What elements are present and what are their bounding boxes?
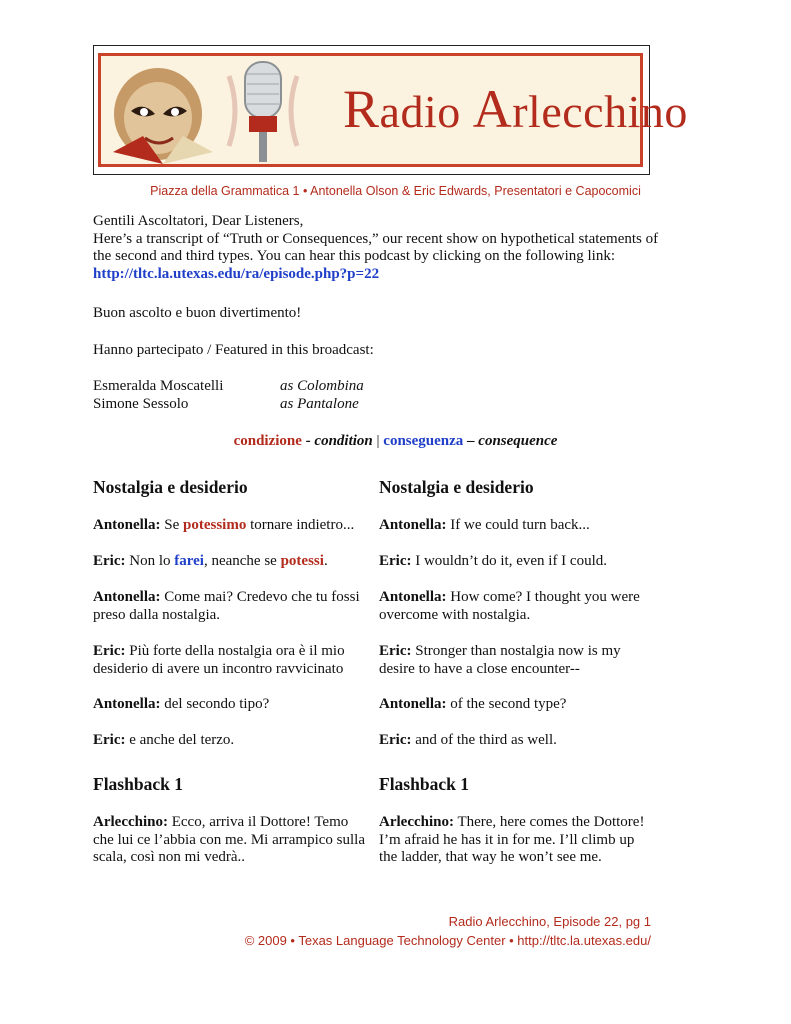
text: tornare indietro... [246, 517, 355, 533]
text: of the second type? [446, 696, 567, 712]
title-letter-r: R [343, 79, 380, 139]
section-heading-en: Nostalgia e desiderio [379, 477, 534, 497]
subtitle: Piazza della Grammatica 1 • Antonella Olson & Eric Edwards, Presentatori e Capocomici [150, 184, 641, 198]
buon-ascolto: Buon ascolto e buon divertimento! [93, 305, 302, 321]
section-heading-it: Flashback 1 [93, 774, 183, 794]
legend-sep: - [301, 433, 315, 449]
text: Più forte della nostalgia ora è il mio desiderio di avere un incontro ravvicinato [93, 643, 345, 677]
section-heading-en: Flashback 1 [379, 774, 469, 794]
intro-line-1: Here’s a transcript of “Truth or Consequences,” our recent show on hypothetical statements of [93, 230, 659, 247]
condition-word: potessi [280, 553, 324, 569]
speaker: Eric: [379, 553, 412, 569]
text: How come? I thought you were overcome with nostalgia. [379, 589, 640, 623]
podcast-link[interactable]: http://tltc.la.utexas.edu/ra/episode.php?p=22 [93, 265, 380, 282]
dialogue-en [379, 517, 664, 535]
speaker: Eric: [93, 553, 126, 569]
text: There, here comes the Dottore! I’m afraid he has it in for me. I’ll climb up the ladder, that way he won’t see me. [379, 814, 645, 865]
dialogue-en [379, 553, 664, 571]
banner-title [343, 78, 688, 140]
text: del secondo tipo? [160, 696, 270, 712]
dialogue-it [93, 553, 368, 571]
speaker: Antonella: [379, 589, 447, 605]
text: If we could turn back... [446, 517, 590, 533]
harlequin-mascot-icon [103, 56, 223, 164]
text: Stronger than nostalgia now is my desire to have a close encounter-- [379, 643, 621, 677]
section-heading-it: Nostalgia e desiderio [93, 477, 248, 497]
cast-role: as Colombina [280, 378, 364, 394]
intro-paragraph [93, 213, 658, 283]
legend-condition: condition [314, 433, 373, 449]
legend-sep: – [463, 433, 479, 449]
dialogue-en [379, 696, 664, 714]
cast-name: Simone Sessolo [93, 395, 189, 412]
dialogue-it [93, 517, 368, 535]
text: e anche del terzo. [125, 732, 235, 748]
footer-copyright: © 2009 • Texas Language Technology Center • http://tltc.la.utexas.edu/ [244, 933, 651, 948]
dialogue-en [379, 814, 654, 867]
text: Se [160, 517, 183, 533]
legend-conseguenza: conseguenza [383, 433, 464, 449]
dialogue-it [93, 696, 368, 714]
text: I wouldn’t do it, even if I could. [411, 553, 608, 569]
microphone-icon [221, 56, 311, 164]
dialogue-it [93, 643, 363, 678]
title-text-2: rlecchino [512, 86, 688, 137]
speaker: Antonella: [379, 517, 447, 533]
featured-label: Hanno partecipato / Featured in this broadcast: [93, 342, 374, 358]
dialogue-en [379, 732, 664, 750]
speaker: Antonella: [379, 696, 447, 712]
speaker: Eric: [93, 643, 126, 659]
dialogue-it [93, 589, 363, 624]
cast-list [93, 378, 393, 413]
dialogue-en [379, 643, 641, 678]
text: Non lo [125, 553, 175, 569]
cast-name: Esmeralda Moscatelli [93, 378, 224, 394]
banner [93, 45, 688, 175]
cast-row [93, 396, 393, 414]
title-letter-a: A [472, 79, 513, 139]
speaker: Antonella: [93, 589, 161, 605]
text: Come mai? Credevo che tu fossi preso dalla nostalgia. [93, 589, 360, 623]
dialogue-en [379, 589, 659, 624]
legend-condizione: condizione [233, 433, 302, 449]
title-text-1: adio [379, 86, 473, 137]
speaker: Arlecchino: [379, 814, 454, 830]
speaker: Eric: [93, 732, 126, 748]
text: , neanche se [203, 553, 281, 569]
condition-word: potessimo [183, 517, 247, 533]
legend-bar: | [372, 433, 384, 449]
greeting: Gentili Ascoltatori, Dear Listeners, [93, 213, 304, 229]
speaker: Antonella: [93, 696, 161, 712]
text: Ecco, arriva il Dottore! Temo che lui ce l’abbia con me. Mi arrampico sulla scala, così non mi vedrà.. [93, 814, 365, 865]
cast-row [93, 378, 393, 396]
text: and of the third as well. [411, 732, 557, 748]
text: . [323, 553, 328, 569]
speaker: Antonella: [93, 517, 161, 533]
speaker: Eric: [379, 643, 412, 659]
speaker: Eric: [379, 732, 412, 748]
cast-role: as Pantalone [280, 395, 359, 412]
color-legend [0, 433, 791, 450]
footer-episode: Radio Arlecchino, Episode 22, pg 1 [448, 914, 651, 929]
consequence-word: farei [174, 553, 204, 569]
dialogue-it [93, 732, 368, 750]
intro-line-2: the second and third types. You can hear this podcast by clicking on the following link: [93, 248, 615, 264]
banner-logo [98, 53, 688, 167]
legend-consequence: consequence [478, 433, 558, 449]
dialogue-it [93, 814, 365, 867]
speaker: Arlecchino: [93, 814, 168, 830]
